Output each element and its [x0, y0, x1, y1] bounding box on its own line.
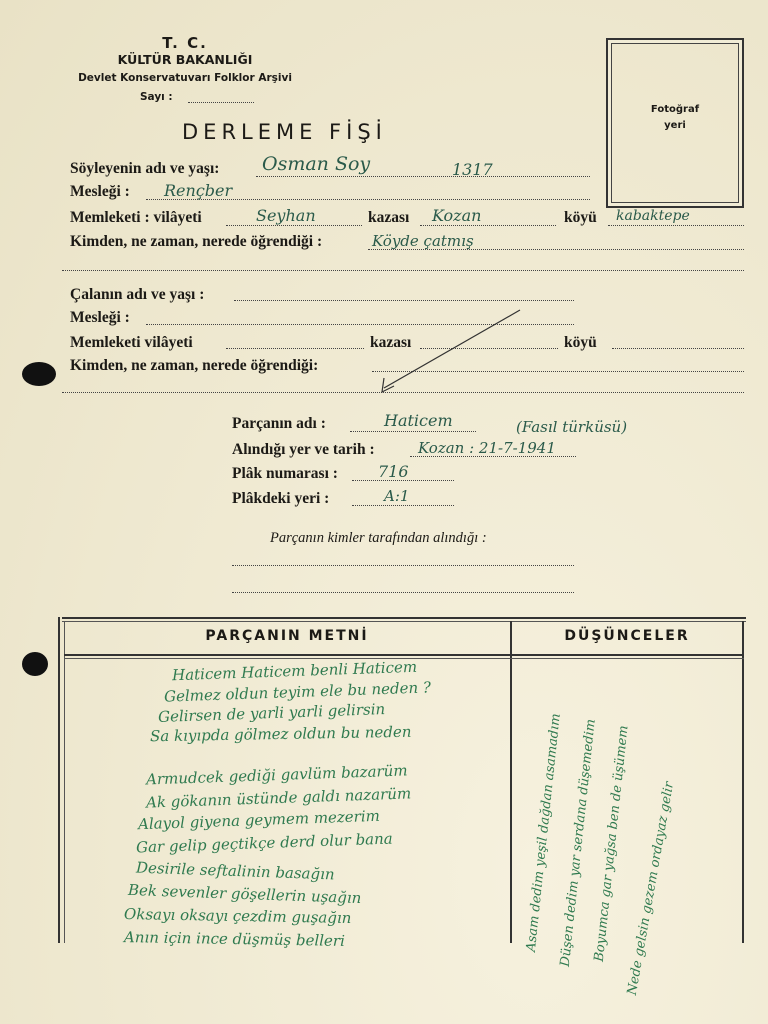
lyric-line: Anın için ince düşmüş belleri: [123, 928, 346, 950]
piece-place-value: Kozan : 21-7-1941: [418, 439, 556, 457]
singer-learned-value: Köyde çatmış: [372, 232, 474, 250]
piece-side-line: [352, 505, 454, 506]
table-header-rule: [64, 654, 744, 656]
piece-record-value: 716: [378, 462, 409, 481]
sayi-label: Sayı :: [140, 91, 173, 103]
lyric-line: Desirile seftalinin basağın: [135, 858, 335, 884]
singer-district-line: [420, 225, 556, 226]
player-province-line: [226, 348, 364, 349]
piece-name-line: [350, 431, 476, 432]
photo-box: [606, 38, 744, 208]
hole-blot-top: [22, 362, 56, 386]
singer-province-line: [226, 225, 362, 226]
singer-home-label: Memleketi : vilâyeti: [70, 209, 202, 226]
lyric-line: Gar gelip geçtikçe derd olur bana: [135, 829, 393, 857]
player-name-label: Çalanın adı ve yaşı :: [70, 286, 205, 303]
player-village-label: köyü: [564, 334, 597, 351]
table-right-border: [742, 621, 744, 943]
piece-name-note: (Fasıl türküsü): [516, 418, 628, 436]
singer-job-value: Rençber: [164, 181, 233, 200]
lyric-line: Armudcek gediği gavlüm bazarüm: [145, 761, 408, 789]
table-top-rule-2: [62, 621, 746, 622]
piece-record-label: Plâk numarası :: [232, 465, 338, 482]
collectors-line-2: [232, 592, 574, 593]
singer-name-line: [256, 176, 590, 177]
note-line: Asam dedim yeşil dağdan asamadım: [523, 712, 564, 953]
text-column-header: PARÇANIN METNİ: [205, 628, 369, 644]
player-home-label: Memleketi vilâyeti: [70, 334, 193, 351]
table-left-border-2: [64, 621, 65, 943]
table-mid-border: [510, 621, 512, 943]
notes-column-header: DÜŞÜNCELER: [564, 628, 690, 644]
singer-name-value: Osman Soy: [262, 153, 371, 175]
page-title: DERLEME FİŞİ: [182, 120, 387, 144]
singer-job-label: Mesleği :: [70, 183, 130, 200]
singer-village-line: [608, 225, 744, 226]
piece-name-value: Haticem: [384, 411, 453, 430]
note-line: Düşen dedim yar serdana düşemedim: [557, 718, 599, 968]
player-district-label: kazası: [370, 334, 412, 351]
player-job-label: Mesleği :: [70, 309, 130, 326]
sayi-line: [188, 102, 254, 103]
lyric-line: Ak gökanın üstünde galdı nazarüm: [145, 784, 412, 812]
piece-name-label: Parçanın adı :: [232, 415, 326, 432]
singer-village-value: kabaktepe: [616, 208, 690, 224]
piece-place-label: Alındığı yer ve tarih :: [232, 441, 375, 458]
photo-label-2: yeri: [664, 120, 686, 131]
photo-label-1: Fotoğraf: [650, 104, 700, 115]
lyric-line: Alayol giyena geymem mezerim: [137, 806, 381, 834]
lyric-line: Bek sevenler göşellerin uşağın: [127, 880, 362, 908]
strike-mark: [360, 300, 530, 400]
lyric-line: Sa kıyıpda gölmez oldun bu neden: [149, 722, 412, 746]
collectors-label: Parçanın kimler tarafından alındığı :: [270, 530, 487, 546]
player-learned-label: Kimden, ne zaman, nerede öğrendiği:: [70, 357, 319, 374]
singer-learned-label: Kimden, ne zaman, nerede öğrendiği :: [70, 233, 323, 250]
table-top-rule: [62, 617, 746, 619]
hole-blot-bottom: [22, 652, 48, 676]
note-line: Boyumca gar yağsa ben de üşümem: [591, 724, 632, 963]
collectors-line-1: [232, 565, 574, 566]
lyric-line: Gelirsen de yarli yarli gelirsin: [157, 700, 386, 726]
piece-side-label: Plâkdeki yeri :: [232, 490, 330, 507]
player-village-line: [612, 348, 744, 349]
header-tc: T. C.: [162, 34, 208, 52]
singer-district-label: kazası: [368, 209, 410, 226]
lyric-line: Gelmez oldun teyim ele bu neden ?: [163, 678, 432, 706]
lyric-line: Haticem Haticem benli Haticem: [171, 657, 418, 685]
piece-side-value: A:1: [384, 487, 410, 505]
header-ministry: KÜLTÜR BAKANLIĞI: [117, 52, 253, 67]
note-line: Nede gelsin gezem ordayaz gelir: [624, 780, 678, 997]
singer-age-value: 1317: [452, 160, 493, 179]
header-archive: Devlet Konservatuvarı Folklor Arşivi: [78, 72, 292, 84]
singer-province-value: Seyhan: [256, 206, 316, 225]
singer-village-label: köyü: [564, 209, 597, 226]
table-left-border: [58, 617, 60, 943]
singer-name-label: Söyleyenin adı ve yaşı:: [70, 160, 220, 177]
singer-district-value: Kozan: [432, 206, 482, 225]
singer-extra-line: [62, 270, 744, 271]
lyric-line: Oksayı oksayı çezdim guşağın: [123, 905, 352, 927]
